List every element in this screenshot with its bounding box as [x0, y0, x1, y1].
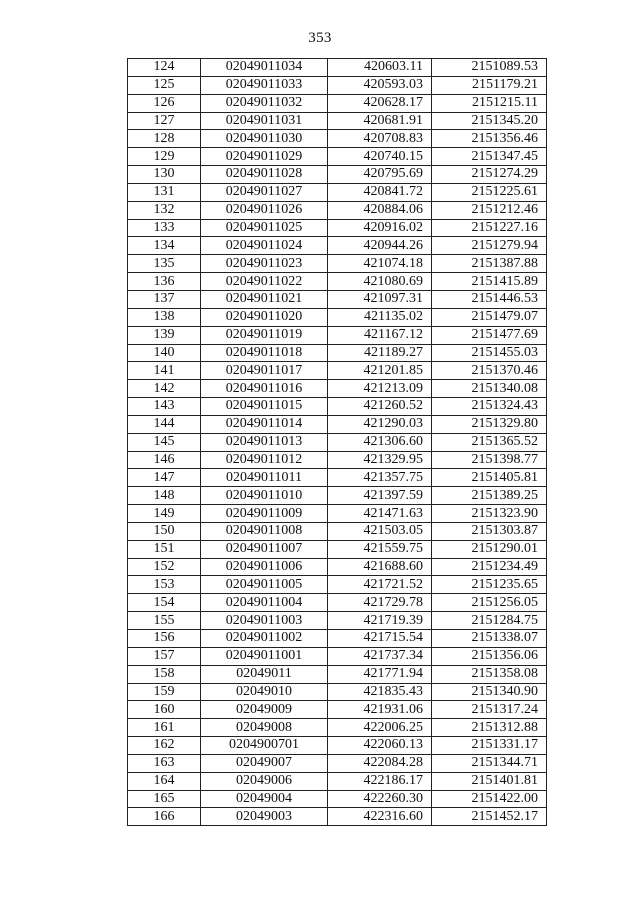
point-code-cell: 02049008	[201, 719, 328, 737]
point-code-cell: 02049011030	[201, 130, 328, 148]
point-code-cell: 02049011003	[201, 612, 328, 630]
table-row	[128, 487, 547, 505]
point-code-cell: 02049011013	[201, 433, 328, 451]
row-number-cell: 137	[128, 290, 201, 308]
table-row	[128, 398, 547, 416]
y-coordinate-cell: 2151235.65	[432, 576, 547, 594]
x-coordinate-cell: 421771.94	[328, 665, 432, 683]
x-coordinate-cell: 421503.05	[328, 522, 432, 540]
table-row	[128, 130, 547, 148]
x-coordinate-cell: 421135.02	[328, 308, 432, 326]
row-number-cell: 135	[128, 255, 201, 273]
x-coordinate-cell: 420628.17	[328, 94, 432, 112]
table-row	[128, 719, 547, 737]
x-coordinate-cell: 421167.12	[328, 326, 432, 344]
point-code-cell: 02049007	[201, 754, 328, 772]
x-coordinate-cell: 422316.60	[328, 808, 432, 826]
y-coordinate-cell: 2151212.46	[432, 201, 547, 219]
y-coordinate-cell: 2151303.87	[432, 522, 547, 540]
y-coordinate-cell: 2151227.16	[432, 219, 547, 237]
y-coordinate-cell: 2151290.01	[432, 540, 547, 558]
x-coordinate-cell: 420884.06	[328, 201, 432, 219]
x-coordinate-cell: 421306.60	[328, 433, 432, 451]
table-row	[128, 469, 547, 487]
point-code-cell: 02049011007	[201, 540, 328, 558]
y-coordinate-cell: 2151279.94	[432, 237, 547, 255]
row-number-cell: 126	[128, 94, 201, 112]
x-coordinate-cell: 421074.18	[328, 255, 432, 273]
row-number-cell: 148	[128, 487, 201, 505]
point-code-cell: 02049011026	[201, 201, 328, 219]
table-row	[128, 255, 547, 273]
y-coordinate-cell: 2151338.07	[432, 630, 547, 648]
y-coordinate-cell: 2151234.49	[432, 558, 547, 576]
x-coordinate-cell: 421260.52	[328, 398, 432, 416]
point-code-cell: 02049011019	[201, 326, 328, 344]
row-number-cell: 161	[128, 719, 201, 737]
x-coordinate-cell: 421357.75	[328, 469, 432, 487]
point-code-cell: 02049011025	[201, 219, 328, 237]
row-number-cell: 163	[128, 754, 201, 772]
x-coordinate-cell: 422006.25	[328, 719, 432, 737]
point-code-cell: 02049011009	[201, 505, 328, 523]
row-number-cell: 153	[128, 576, 201, 594]
x-coordinate-cell: 421737.34	[328, 647, 432, 665]
row-number-cell: 132	[128, 201, 201, 219]
x-coordinate-cell: 421835.43	[328, 683, 432, 701]
y-coordinate-cell: 2151274.29	[432, 166, 547, 184]
row-number-cell: 143	[128, 398, 201, 416]
y-coordinate-cell: 2151401.81	[432, 772, 547, 790]
table-row	[128, 237, 547, 255]
row-number-cell: 130	[128, 166, 201, 184]
y-coordinate-cell: 2151356.06	[432, 647, 547, 665]
table-row	[128, 737, 547, 755]
table-row	[128, 630, 547, 648]
x-coordinate-cell: 422084.28	[328, 754, 432, 772]
point-code-cell: 02049011008	[201, 522, 328, 540]
row-number-cell: 164	[128, 772, 201, 790]
x-coordinate-cell: 421729.78	[328, 594, 432, 612]
table-row	[128, 772, 547, 790]
row-number-cell: 149	[128, 505, 201, 523]
table-row	[128, 647, 547, 665]
table-row	[128, 665, 547, 683]
table-row	[128, 326, 547, 344]
row-number-cell: 165	[128, 790, 201, 808]
point-code-cell: 02049011029	[201, 148, 328, 166]
x-coordinate-cell: 420795.69	[328, 166, 432, 184]
y-coordinate-cell: 2151284.75	[432, 612, 547, 630]
point-code-cell: 02049010	[201, 683, 328, 701]
table-row	[128, 112, 547, 130]
table-row	[128, 380, 547, 398]
x-coordinate-cell: 420916.02	[328, 219, 432, 237]
x-coordinate-cell: 420681.91	[328, 112, 432, 130]
y-coordinate-cell: 2151215.11	[432, 94, 547, 112]
point-code-cell: 02049011032	[201, 94, 328, 112]
x-coordinate-cell: 421290.03	[328, 415, 432, 433]
row-number-cell: 150	[128, 522, 201, 540]
x-coordinate-cell: 421189.27	[328, 344, 432, 362]
y-coordinate-cell: 2151347.45	[432, 148, 547, 166]
y-coordinate-cell: 2151477.69	[432, 326, 547, 344]
row-number-cell: 134	[128, 237, 201, 255]
point-code-cell: 02049011005	[201, 576, 328, 594]
row-number-cell: 131	[128, 183, 201, 201]
table-row	[128, 808, 547, 826]
table-row	[128, 344, 547, 362]
table-row	[128, 201, 547, 219]
point-code-cell: 02049011021	[201, 290, 328, 308]
table-row	[128, 94, 547, 112]
table-row	[128, 290, 547, 308]
table-row	[128, 754, 547, 772]
y-coordinate-cell: 2151323.90	[432, 505, 547, 523]
y-coordinate-cell: 2151179.21	[432, 76, 547, 94]
row-number-cell: 128	[128, 130, 201, 148]
table-row	[128, 76, 547, 94]
table-row	[128, 612, 547, 630]
y-coordinate-cell: 2151455.03	[432, 344, 547, 362]
y-coordinate-cell: 2151312.88	[432, 719, 547, 737]
point-code-cell: 02049011033	[201, 76, 328, 94]
y-coordinate-cell: 2151358.08	[432, 665, 547, 683]
x-coordinate-cell: 420603.11	[328, 59, 432, 77]
point-code-cell: 02049011012	[201, 451, 328, 469]
coordinates-table-body	[128, 59, 547, 826]
y-coordinate-cell: 2151256.05	[432, 594, 547, 612]
point-code-cell: 0204900701	[201, 737, 328, 755]
y-coordinate-cell: 2151340.08	[432, 380, 547, 398]
x-coordinate-cell: 420841.72	[328, 183, 432, 201]
y-coordinate-cell: 2151370.46	[432, 362, 547, 380]
point-code-cell: 02049011022	[201, 273, 328, 291]
x-coordinate-cell: 420944.26	[328, 237, 432, 255]
row-number-cell: 129	[128, 148, 201, 166]
row-number-cell: 147	[128, 469, 201, 487]
point-code-cell: 02049003	[201, 808, 328, 826]
y-coordinate-cell: 2151365.52	[432, 433, 547, 451]
table-row	[128, 362, 547, 380]
table-row	[128, 433, 547, 451]
row-number-cell: 162	[128, 737, 201, 755]
x-coordinate-cell: 420593.03	[328, 76, 432, 94]
y-coordinate-cell: 2151387.88	[432, 255, 547, 273]
table-row	[128, 166, 547, 184]
y-coordinate-cell: 2151225.61	[432, 183, 547, 201]
y-coordinate-cell: 2151389.25	[432, 487, 547, 505]
point-code-cell: 02049011004	[201, 594, 328, 612]
x-coordinate-cell: 421721.52	[328, 576, 432, 594]
point-code-cell: 02049011020	[201, 308, 328, 326]
point-code-cell: 02049011014	[201, 415, 328, 433]
point-code-cell: 02049006	[201, 772, 328, 790]
point-code-cell: 02049011031	[201, 112, 328, 130]
row-number-cell: 155	[128, 612, 201, 630]
point-code-cell: 02049011010	[201, 487, 328, 505]
x-coordinate-cell: 421201.85	[328, 362, 432, 380]
table-row	[128, 451, 547, 469]
row-number-cell: 160	[128, 701, 201, 719]
y-coordinate-cell: 2151479.07	[432, 308, 547, 326]
table-row	[128, 219, 547, 237]
x-coordinate-cell: 421329.95	[328, 451, 432, 469]
table-row	[128, 505, 547, 523]
x-coordinate-cell: 421097.31	[328, 290, 432, 308]
table-row	[128, 415, 547, 433]
y-coordinate-cell: 2151331.17	[432, 737, 547, 755]
point-code-cell: 02049011011	[201, 469, 328, 487]
x-coordinate-cell: 421559.75	[328, 540, 432, 558]
page-number: 353	[308, 30, 332, 46]
row-number-cell: 139	[128, 326, 201, 344]
row-number-cell: 154	[128, 594, 201, 612]
row-number-cell: 142	[128, 380, 201, 398]
table-row	[128, 790, 547, 808]
point-code-cell: 02049004	[201, 790, 328, 808]
row-number-cell: 146	[128, 451, 201, 469]
coordinates-table	[127, 58, 547, 826]
point-code-cell: 02049011	[201, 665, 328, 683]
row-number-cell: 141	[128, 362, 201, 380]
point-code-cell: 02049011024	[201, 237, 328, 255]
y-coordinate-cell: 2151324.43	[432, 398, 547, 416]
table-row	[128, 59, 547, 77]
row-number-cell: 156	[128, 630, 201, 648]
y-coordinate-cell: 2151446.53	[432, 290, 547, 308]
x-coordinate-cell: 421719.39	[328, 612, 432, 630]
table-row	[128, 540, 547, 558]
row-number-cell: 145	[128, 433, 201, 451]
table-row	[128, 558, 547, 576]
x-coordinate-cell: 421715.54	[328, 630, 432, 648]
point-code-cell: 02049011034	[201, 59, 328, 77]
table-row	[128, 522, 547, 540]
x-coordinate-cell: 422260.30	[328, 790, 432, 808]
point-code-cell: 02049009	[201, 701, 328, 719]
y-coordinate-cell: 2151415.89	[432, 273, 547, 291]
x-coordinate-cell: 420708.83	[328, 130, 432, 148]
y-coordinate-cell: 2151356.46	[432, 130, 547, 148]
x-coordinate-cell: 420740.15	[328, 148, 432, 166]
table-row	[128, 183, 547, 201]
point-code-cell: 02049011001	[201, 647, 328, 665]
point-code-cell: 02049011002	[201, 630, 328, 648]
row-number-cell: 136	[128, 273, 201, 291]
y-coordinate-cell: 2151344.71	[432, 754, 547, 772]
y-coordinate-cell: 2151452.17	[432, 808, 547, 826]
y-coordinate-cell: 2151089.53	[432, 59, 547, 77]
table-row	[128, 701, 547, 719]
x-coordinate-cell: 422186.17	[328, 772, 432, 790]
row-number-cell: 124	[128, 59, 201, 77]
table-row	[128, 148, 547, 166]
table-row	[128, 308, 547, 326]
point-code-cell: 02049011018	[201, 344, 328, 362]
row-number-cell: 133	[128, 219, 201, 237]
y-coordinate-cell: 2151317.24	[432, 701, 547, 719]
point-code-cell: 02049011023	[201, 255, 328, 273]
point-code-cell: 02049011016	[201, 380, 328, 398]
point-code-cell: 02049011017	[201, 362, 328, 380]
row-number-cell: 127	[128, 112, 201, 130]
row-number-cell: 125	[128, 76, 201, 94]
y-coordinate-cell: 2151329.80	[432, 415, 547, 433]
y-coordinate-cell: 2151340.90	[432, 683, 547, 701]
x-coordinate-cell: 421213.09	[328, 380, 432, 398]
point-code-cell: 02049011027	[201, 183, 328, 201]
y-coordinate-cell: 2151422.00	[432, 790, 547, 808]
table-row	[128, 683, 547, 701]
row-number-cell: 138	[128, 308, 201, 326]
row-number-cell: 152	[128, 558, 201, 576]
table-row	[128, 594, 547, 612]
y-coordinate-cell: 2151405.81	[432, 469, 547, 487]
row-number-cell: 144	[128, 415, 201, 433]
x-coordinate-cell: 421688.60	[328, 558, 432, 576]
point-code-cell: 02049011028	[201, 166, 328, 184]
x-coordinate-cell: 421397.59	[328, 487, 432, 505]
row-number-cell: 158	[128, 665, 201, 683]
x-coordinate-cell: 421931.06	[328, 701, 432, 719]
row-number-cell: 140	[128, 344, 201, 362]
point-code-cell: 02049011015	[201, 398, 328, 416]
y-coordinate-cell: 2151398.77	[432, 451, 547, 469]
row-number-cell: 166	[128, 808, 201, 826]
x-coordinate-cell: 422060.13	[328, 737, 432, 755]
y-coordinate-cell: 2151345.20	[432, 112, 547, 130]
x-coordinate-cell: 421471.63	[328, 505, 432, 523]
table-row	[128, 576, 547, 594]
point-code-cell: 02049011006	[201, 558, 328, 576]
table-row	[128, 273, 547, 291]
row-number-cell: 159	[128, 683, 201, 701]
x-coordinate-cell: 421080.69	[328, 273, 432, 291]
row-number-cell: 151	[128, 540, 201, 558]
row-number-cell: 157	[128, 647, 201, 665]
